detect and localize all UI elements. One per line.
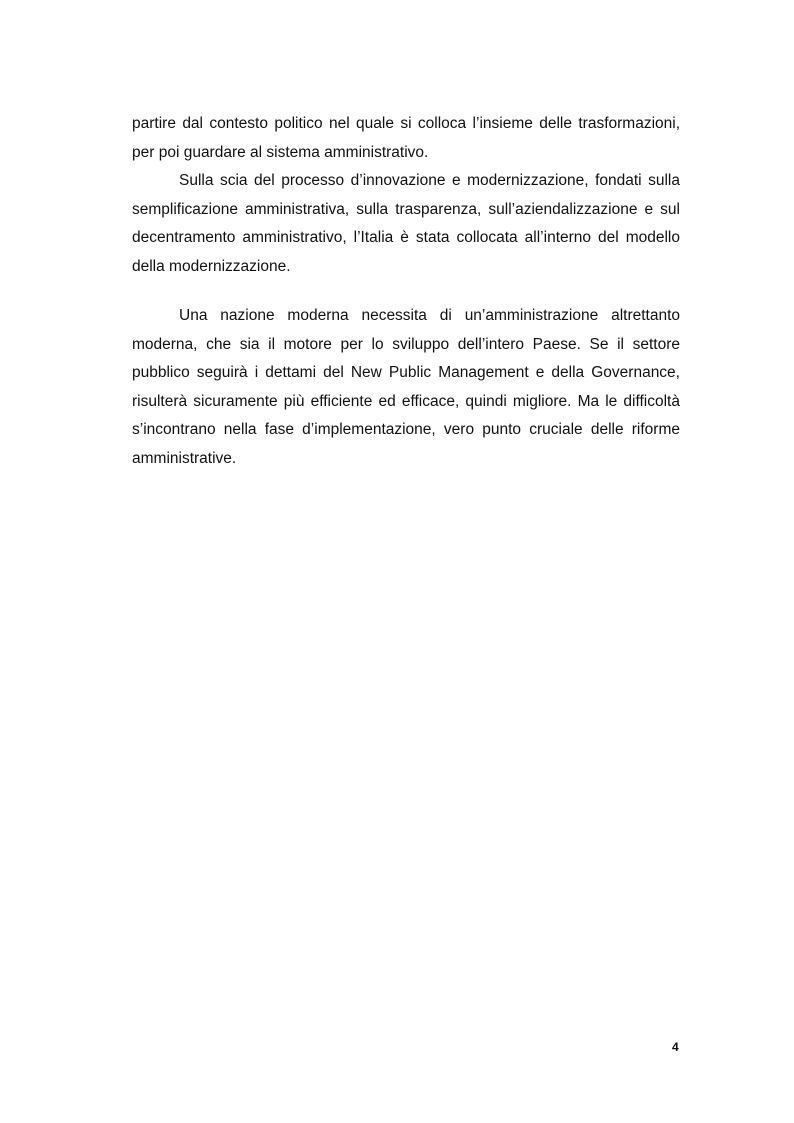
- page-number: 4: [672, 1040, 679, 1054]
- paragraph-continuation: partire dal contesto politico nel quale si colloca l’insieme delle trasformazioni, per poi guardare al sistema amministrativo.: [132, 115, 680, 161]
- text-block-top: [132, 110, 680, 281]
- text-block-bottom: [132, 302, 680, 473]
- paragraph-modern-nation: Una nazione moderna necessita di un’amministrazione altrettanto moderna, che sia il motore per lo sviluppo dell’intero Paese. Se il settore pubblico seguirà i dettami del New Public Management e della Governance, risulterà sicuramente più efficiente ed efficace, quindi migliore. Ma le difficoltà s’incontrano nella fase d’implementazione, vero punto cruciale delle riforme amministrative.: [132, 307, 680, 467]
- paragraph-modernization-process: Sulla scia del processo d’innovazione e modernizzazione, fondati sulla semplificazione amministrativa, sulla trasparenza, sull’aziendalizzazione e sul decentramento amministrativo, l’Italia è stata collocata all’interno del modello della modernizzazione.: [132, 172, 680, 275]
